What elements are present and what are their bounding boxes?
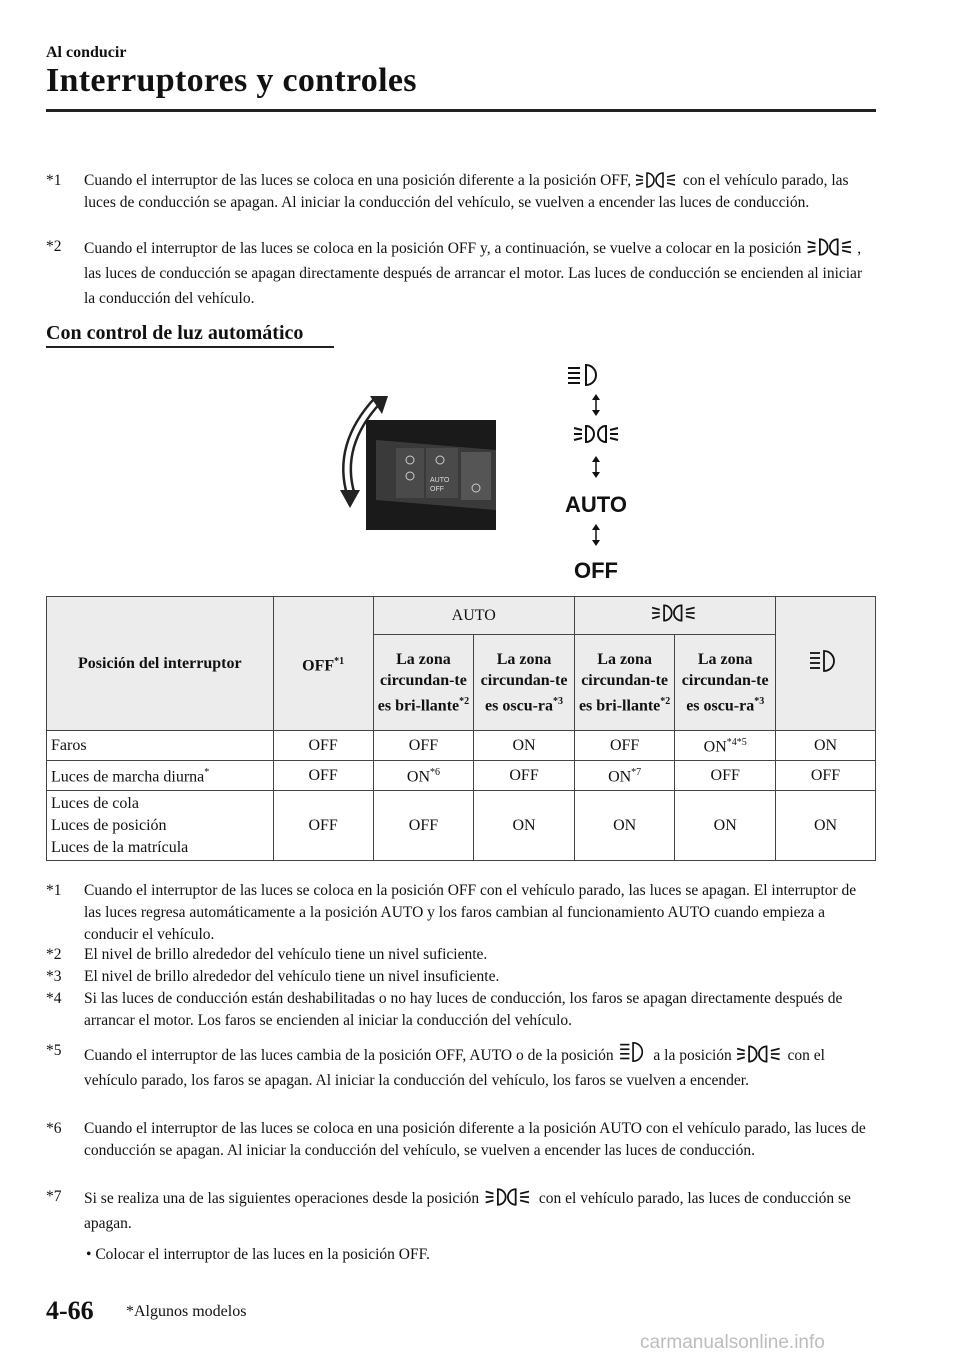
- table-cell: OFF: [474, 761, 575, 791]
- up-down-arrow-icon: [592, 394, 600, 416]
- footnote-7: *7 Si se realiza una de las siguientes operaciones desde la posición con el vehículo parado, las luces de conducción se apagan.: [46, 1188, 851, 1232]
- watermark: carmanualsonline.info: [640, 1332, 825, 1353]
- parking-light-icon: [805, 237, 857, 257]
- light-status-table: [46, 596, 876, 861]
- bullet-item: • Colocar el interruptor de las luces en la posición OFF.: [86, 1246, 430, 1263]
- position-header: Posición del interruptor: [47, 597, 274, 731]
- row-label: Faros: [47, 731, 274, 761]
- up-down-arrow-icon: [592, 524, 600, 546]
- table-cell: OFF: [273, 731, 373, 761]
- footnote-text: Cuando el interruptor de las luces se coloca en la posición OFF con el vehículo parado, las luces se apagan. El interruptor de las luces regresa automáticamente a la posición AUTO y los faros cambian al funcionamiento AUTO cuando empieza a conducir el vehículo.: [84, 882, 857, 943]
- table-cell: ON: [474, 731, 575, 761]
- table-cell: ON: [574, 791, 675, 861]
- up-down-arrow-icon: [592, 456, 600, 478]
- stalk-off-label: OFF: [430, 486, 444, 493]
- table-row: [47, 731, 876, 761]
- table-cell: OFF: [775, 761, 875, 791]
- footnote-1: *1 Cuando el interruptor de las luces se coloca en la posición OFF con el vehículo parado, las luces se apagan. El interruptor de las luces regresa automáticamente a la posición AUTO y los faros cambian al funcionamiento AUTO cuando empieza a conducir el vehículo.: [46, 880, 874, 946]
- footnote-text: El nivel de brillo alrededor del vehículo tiene un nivel suficiente.: [84, 946, 488, 963]
- table-cell: OFF: [675, 761, 776, 791]
- table-cell: ON: [675, 791, 776, 861]
- table-cell: OFF: [373, 731, 474, 761]
- row-label: Luces de marcha diurna*: [47, 761, 274, 791]
- light-switch-figure: [316, 360, 646, 585]
- note-text: , las luces de conducción se apagan directamente después de arrancar el motor. Las luces de conducción se encienden al iniciar la conducción del vehículo.: [84, 240, 863, 307]
- auto-bright-header: La zona circundan-te es bri-llante$^{*2}$: [373, 635, 474, 731]
- parking-light-icon: [736, 1044, 784, 1064]
- table-cell: ON$^{*6}$: [373, 761, 474, 791]
- footnote-6: *6 Cuando el interruptor de las luces se coloca en una posición diferente a la posición AUTO con el vehículo parado, las luces de conducción se apagan. Al iniciar la conducción del vehículo, se vuelven a encender las luces de conducción.: [46, 1118, 874, 1184]
- table-cell: OFF: [273, 791, 373, 861]
- parking-light-icon: [483, 1187, 535, 1207]
- parking-dark-header: La zona circundan-te es oscu-$ra^{*3}$: [675, 635, 776, 731]
- footer-note: *Algunos modelos: [126, 1303, 247, 1320]
- table-cell: OFF: [273, 761, 373, 791]
- bullet-dot-icon: •: [86, 1246, 96, 1263]
- note-marker: *2: [46, 238, 62, 255]
- page-title: Interruptores y controles: [46, 62, 417, 99]
- table-cell: ON$^{*7}$: [574, 761, 675, 791]
- footnote-text: El nivel de brillo alrededor del vehículo tiene un nivel insuficiente.: [84, 968, 500, 985]
- position-auto-label: AUTO: [565, 492, 627, 517]
- table-row: [47, 761, 876, 791]
- note-text: Cuando el interruptor de las luces se coloca en una posición diferente a la posición OFF,: [84, 172, 636, 189]
- note-text: Cuando el interruptor de las luces se coloca en la posición OFF y, a continuación, se vuelve a colocar en la posición: [84, 240, 806, 257]
- auto-dark-header: La zona circundan-te es oscu-$ra^{*3}$: [474, 635, 575, 731]
- footnote-text: Cuando el interruptor de las luces se coloca en una posición diferente a la posición AUTO con el vehículo parado, las luces de conducción se apagan. Al iniciar la conducción del vehículo, se vuelven a encender las luces de conducción.: [84, 1120, 866, 1159]
- table-cell: ON: [474, 791, 575, 861]
- off-header: OFF$^{*1}$: [273, 597, 373, 731]
- table-cell: OFF: [373, 791, 474, 861]
- note-text: con el vehículo parado, las luces de conducción se apagan. Al iniciar la conducción del vehículo, se vuelven a encender las luces de conducción.: [84, 172, 849, 211]
- parking-light-icon: [574, 426, 618, 442]
- parking-bright-header: La zona circundan-te es bri-llante$^{*2}$: [574, 635, 675, 731]
- parking-header: [574, 597, 775, 635]
- parking-light-icon: [651, 603, 699, 623]
- row-label: Luces de cola Luces de posición Luces de la matrícula: [47, 791, 274, 861]
- footnote-4: *4 Si las luces de conducción están deshabilitadas o no hay luces de conducción, los faros se apagan directamente después de arrancar el motor. Los faros se encienden al iniciar la conducción del vehículo.: [46, 988, 874, 1032]
- table-row: [47, 791, 876, 861]
- title-divider: [46, 109, 876, 112]
- page-number: 4-66: [46, 1296, 94, 1325]
- table-cell: $ON^{*4*5}$: [675, 731, 776, 761]
- headlight-icon: [808, 648, 842, 674]
- parking-light-icon: [635, 171, 679, 189]
- stalk-auto-label: AUTO: [430, 477, 450, 484]
- section-label: Al conducir: [46, 44, 127, 61]
- position-off-label: OFF: [574, 558, 618, 583]
- table-cell: OFF: [574, 731, 675, 761]
- table-cell: ON: [775, 731, 875, 761]
- footnote-5: *5 Cuando el interruptor de las luces cambia de la posición OFF, AUTO o de la posición a la posición con el vehículo parado, los faros se apagan. Al iniciar la conducción del vehículo, los faros se vuelven a encender.: [46, 1042, 825, 1089]
- footnote-text: Si las luces de conducción están deshabilitadas o no hay luces de conducción, los faros se apagan directamente después de arrancar el motor. Los faros se encienden al iniciar la conducción del vehículo.: [84, 990, 843, 1029]
- auto-header: AUTO: [373, 597, 574, 635]
- headlight-icon: [618, 1040, 650, 1064]
- light-switch-stalk-illustration: [316, 360, 646, 585]
- intro-note-2: [46, 236, 866, 308]
- subheading-underline: [46, 346, 334, 348]
- headlight-header: [775, 597, 875, 731]
- note-marker: *1: [46, 172, 62, 189]
- table-cell: ON: [775, 791, 875, 861]
- intro-note-1: [46, 170, 866, 236]
- subheading: Con control de luz automático: [46, 322, 304, 344]
